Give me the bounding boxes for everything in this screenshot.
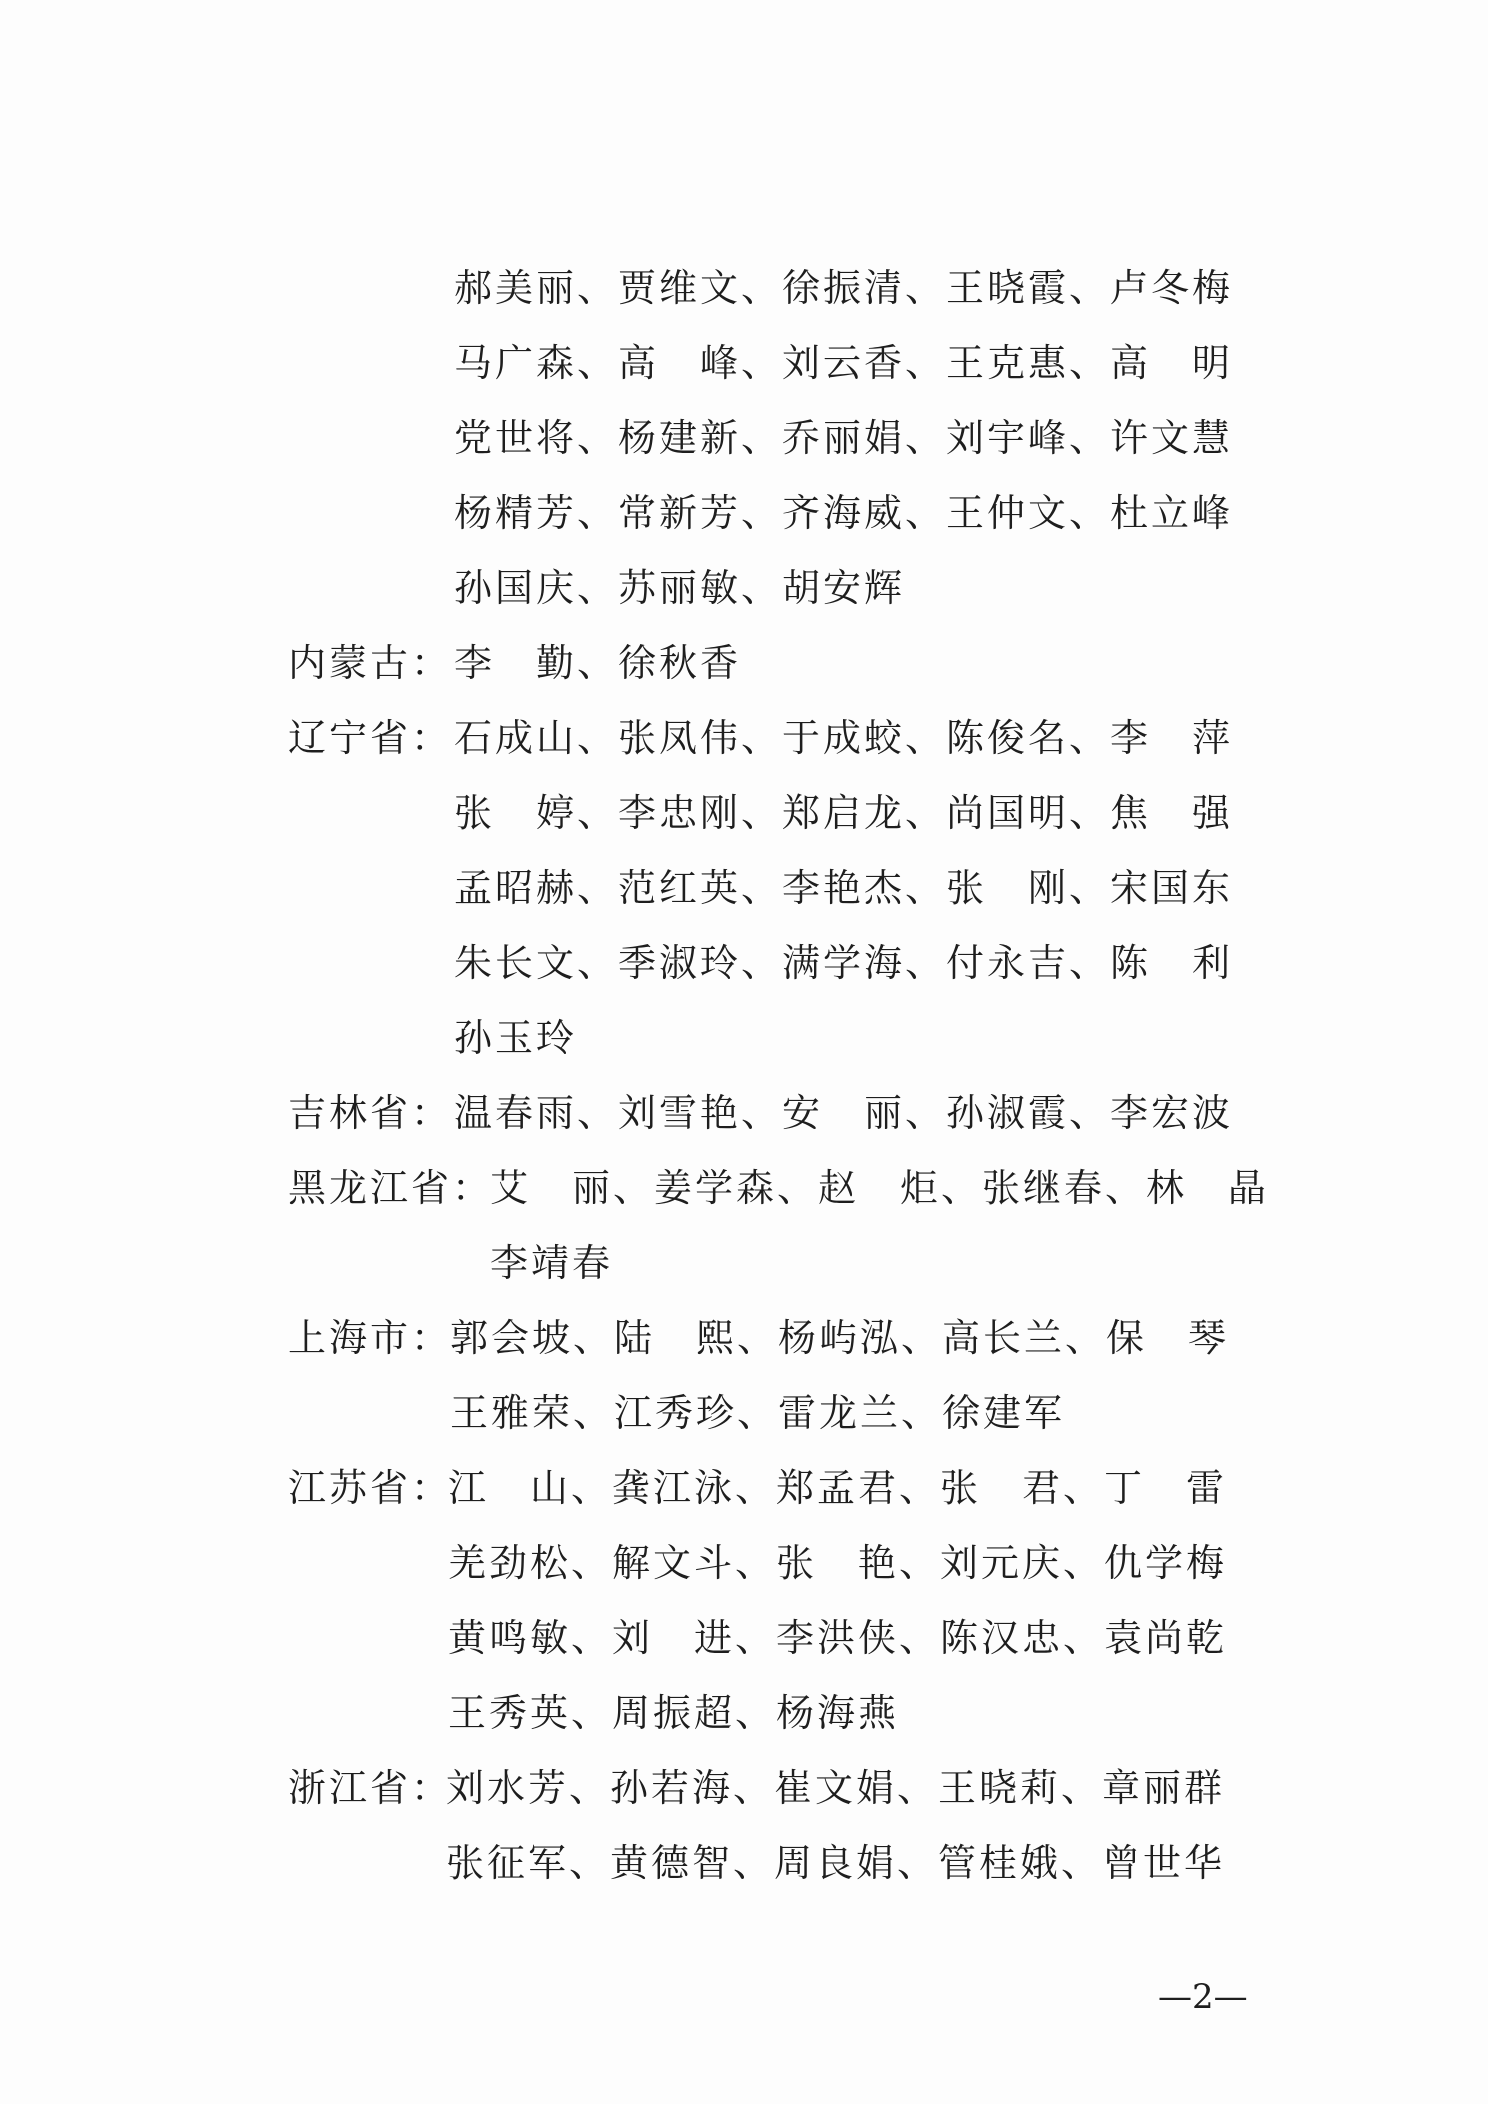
name-list: 党世将、杨建新、乔丽娟、刘宇峰、许文慧 — [454, 416, 1234, 460]
name-list: 刘水芳、孙若海、崔文娟、王晓莉、章丽群 — [446, 1766, 1226, 1810]
region-label: 上海市： — [288, 1316, 453, 1360]
name-list: 张 婷、李忠刚、郑启龙、尚国明、焦 强 — [454, 791, 1234, 835]
region-label: 吉林省： — [288, 1091, 453, 1135]
name-list: 马广森、高 峰、刘云香、王克惠、高 明 — [454, 341, 1234, 385]
name-list: 温春雨、刘雪艳、安 丽、孙淑霞、李宏波 — [454, 1091, 1234, 1135]
name-list: 石成山、张凤伟、于成蛟、陈俊名、李 萍 — [454, 716, 1234, 760]
name-list: 郭会坡、陆 熙、杨屿泓、高长兰、保 琴 — [450, 1316, 1230, 1360]
name-list: 王秀英、周振超、杨海燕 — [448, 1691, 900, 1735]
name-list: 张征军、黄德智、周良娟、管桂娥、曾世华 — [446, 1841, 1226, 1885]
name-list: 孟昭赫、范红英、李艳杰、张 刚、宋国东 — [454, 866, 1234, 910]
name-list: 朱长文、季淑玲、满学海、付永吉、陈 利 — [454, 941, 1234, 985]
region-label: 黑龙江省： — [288, 1166, 494, 1210]
region-label: 江苏省： — [288, 1466, 453, 1510]
name-list: 艾 丽、姜学森、赵 炬、张继春、林 晶 — [490, 1166, 1270, 1210]
region-label: 辽宁省： — [288, 716, 453, 760]
name-list: 杨精芳、常新芳、齐海威、王仲文、杜立峰 — [454, 491, 1234, 535]
page-number: —2— — [1158, 1977, 1248, 2017]
name-list: 孙玉玲 — [454, 1016, 578, 1060]
name-list: 李靖春 — [490, 1241, 614, 1285]
region-label: 浙江省： — [288, 1766, 453, 1810]
name-list: 王雅荣、江秀珍、雷龙兰、徐建军 — [450, 1391, 1066, 1435]
name-list: 羌劲松、解文斗、张 艳、刘元庆、仇学梅 — [448, 1541, 1228, 1585]
name-list: 李 勤、徐秋香 — [454, 641, 742, 685]
name-list: 黄鸣敏、刘 进、李洪侠、陈汉忠、袁尚乾 — [448, 1616, 1228, 1660]
name-list: 江 山、龚江泳、郑孟君、张 君、丁 雷 — [448, 1466, 1228, 1510]
name-list: 孙国庆、苏丽敏、胡安辉 — [454, 566, 906, 610]
name-list: 郝美丽、贾维文、徐振清、王晓霞、卢冬梅 — [454, 266, 1234, 310]
region-label: 内蒙古： — [288, 641, 453, 685]
